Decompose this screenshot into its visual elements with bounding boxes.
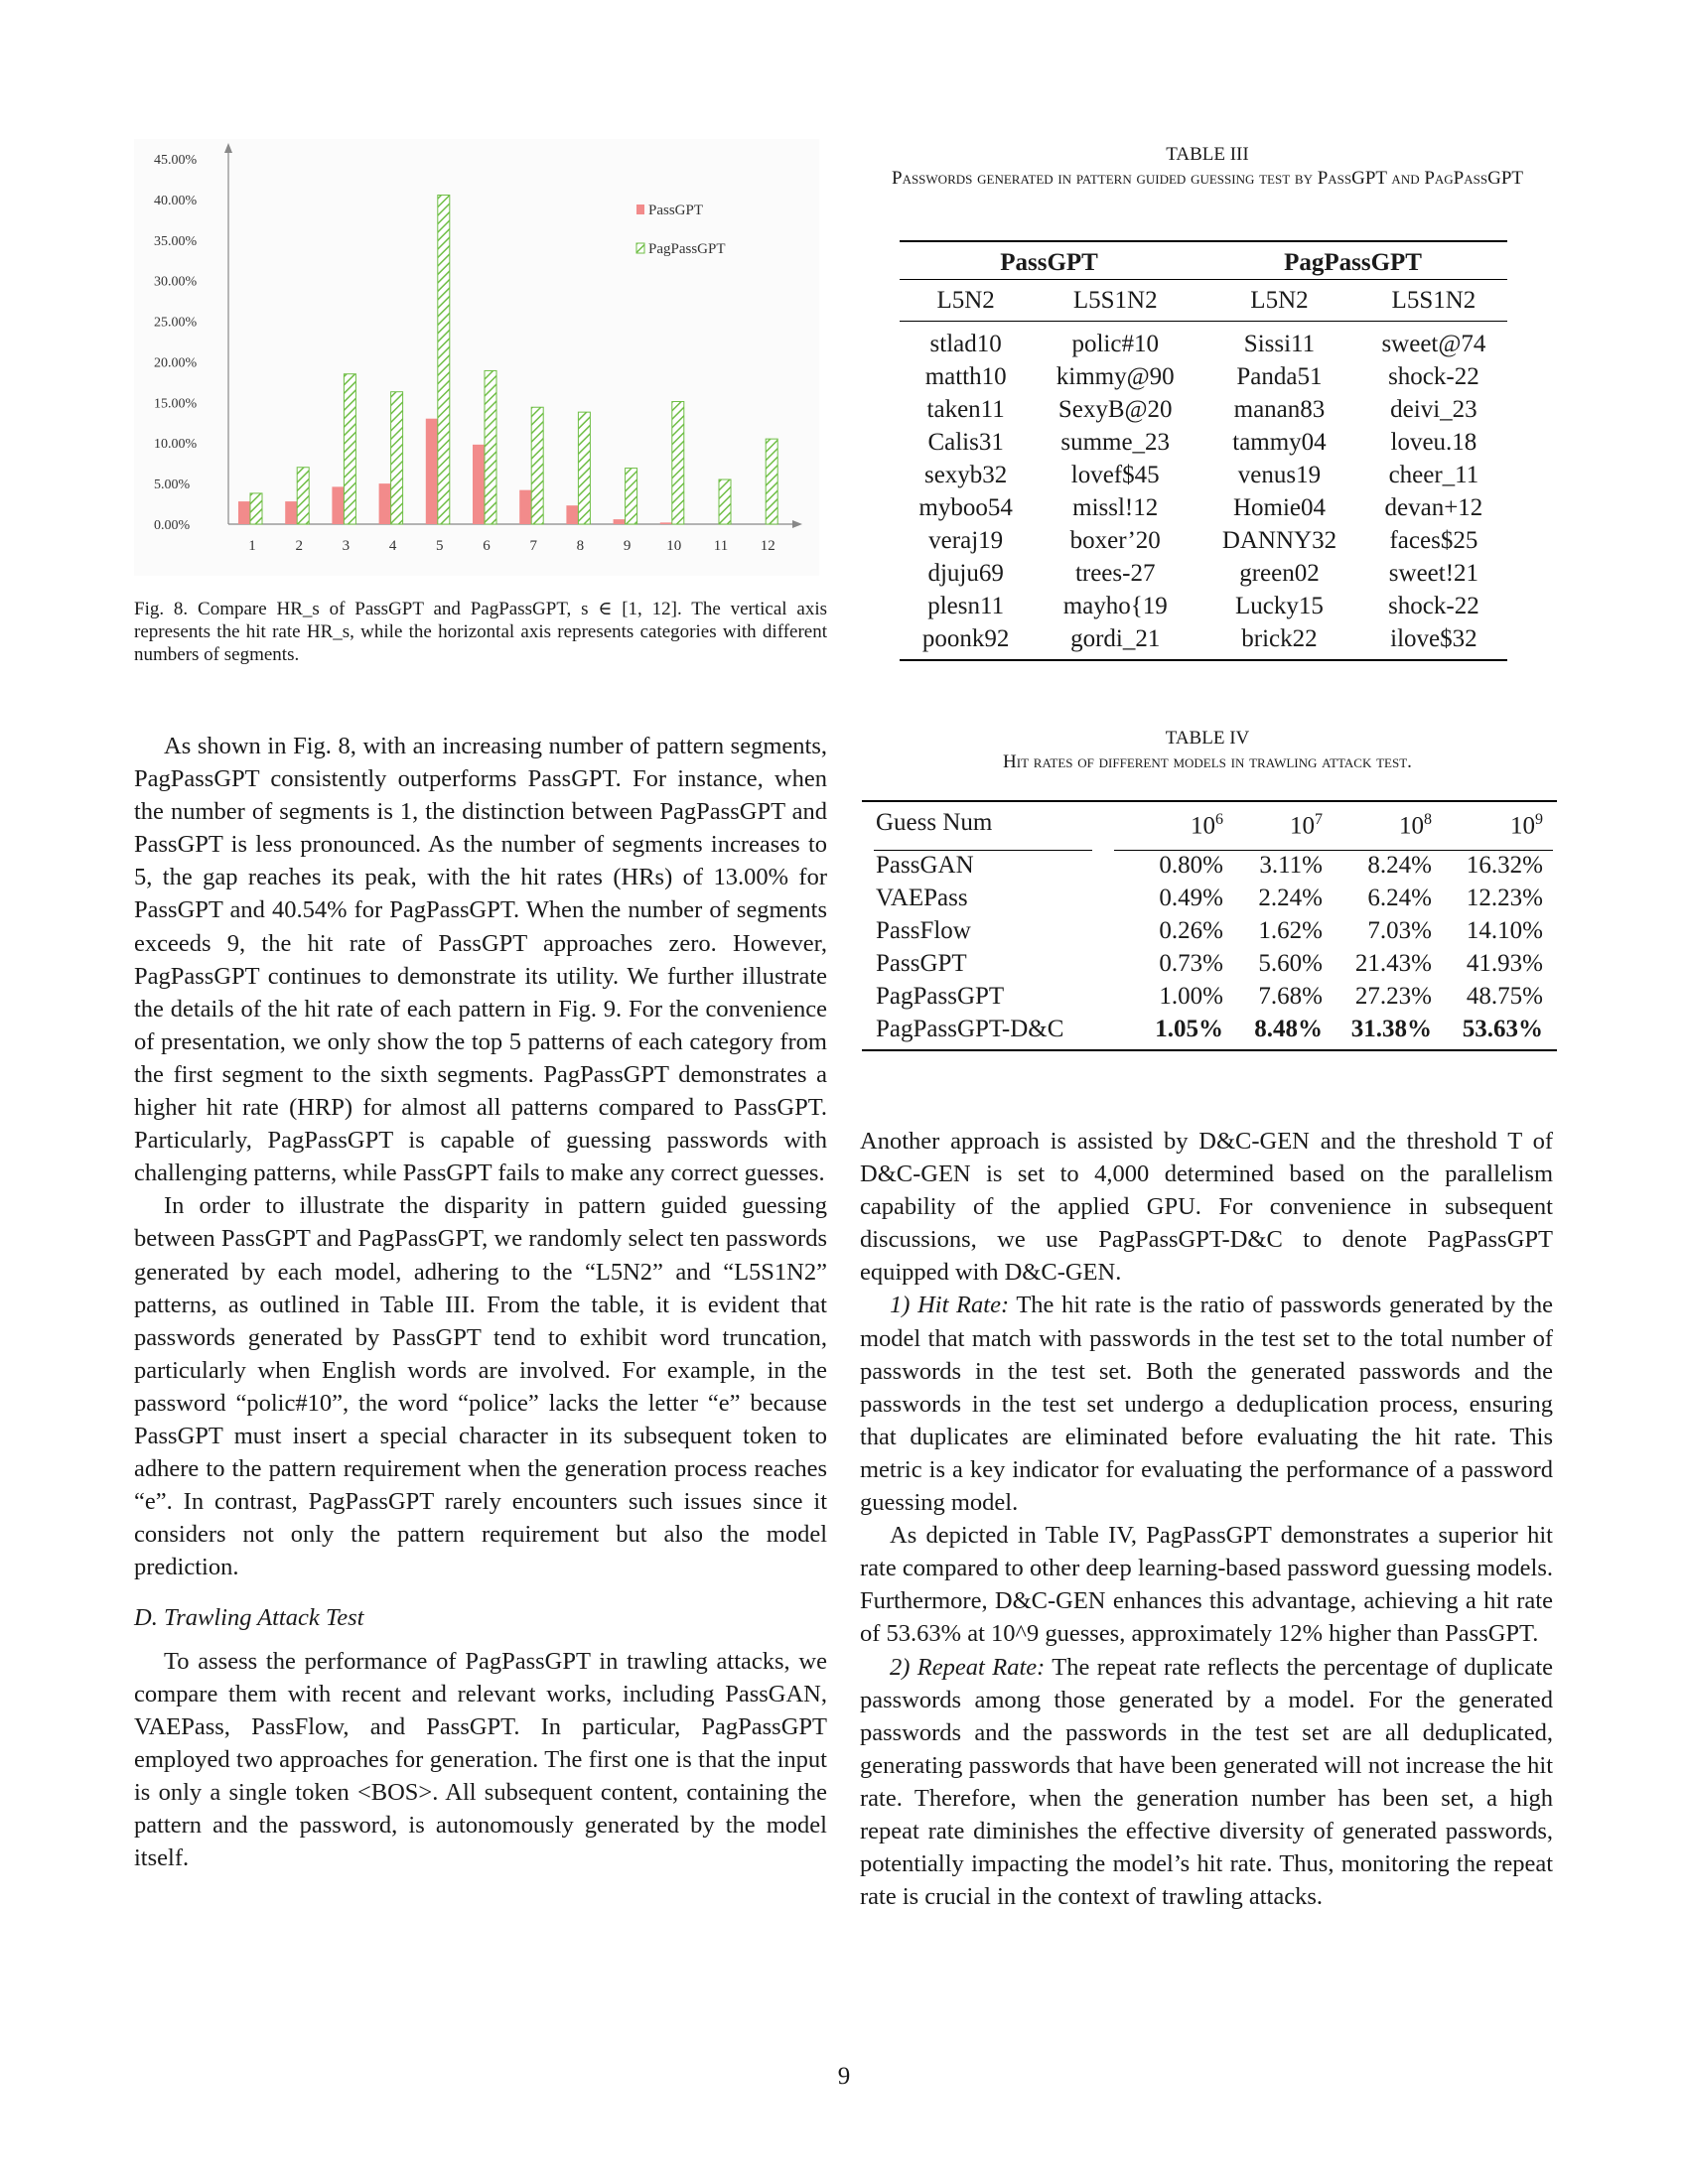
x-tick-label: 9 (623, 538, 632, 554)
table3-group-passgpt: PassGPT (900, 241, 1198, 280)
table3-cell: Calis31 (927, 429, 1004, 456)
table3-row (900, 322, 1507, 361)
section-heading-trawling: D. Trawling Attack Test (134, 1604, 364, 1632)
y-tick-label: 20.00% (154, 355, 198, 371)
table3-cell: Panda51 (1236, 363, 1323, 390)
table4-value: 5.60% (1258, 950, 1323, 977)
table4-value: 0.26% (1159, 917, 1223, 944)
y-tick-label: 5.00% (154, 478, 191, 493)
table3-cell: tammy04 (1232, 429, 1327, 456)
table3-cell: poonk92 (921, 625, 1010, 652)
right-column-text (860, 1125, 1553, 1913)
bar-chart-svg (134, 139, 819, 576)
bar-pagpassgpt (531, 407, 543, 524)
bar-pagpassgpt (578, 412, 590, 524)
table4-model-name: PassFlow (876, 917, 971, 944)
y-tick-label: 25.00% (154, 315, 198, 331)
bar-pagpassgpt (297, 468, 309, 524)
table4-value: 6.24% (1367, 885, 1432, 911)
table4-model-name: VAEPass (876, 885, 968, 911)
table4 (862, 800, 1557, 1051)
paragraph-table4-discussion: As depicted in Table IV, PagPassGPT demonstrates a superior hit rate compared to other deep learning-based password guessing models. Furthermore, D&C-GEN enhances this advantage, achieving a hit rate of 53.63% at 10^9 guesses, approximately 12% higher than PassGPT. (860, 1522, 1553, 1648)
bar-pagpassgpt (719, 479, 731, 524)
x-tick-label: 5 (436, 538, 444, 554)
x-tick-label: 6 (483, 538, 491, 554)
table3-row (900, 524, 1507, 557)
y-tick-label: 0.00% (154, 518, 191, 533)
table3-cell: brick22 (1241, 625, 1318, 652)
table4-value: 7.03% (1367, 917, 1432, 944)
y-tick-label: 35.00% (154, 233, 198, 249)
bar-pagpassgpt (391, 392, 403, 524)
table3-col-header: L5S1N2 (1072, 287, 1158, 314)
table3-cell: faces$25 (1389, 527, 1478, 554)
table4-row (862, 947, 1557, 980)
x-tick-label: 4 (388, 538, 397, 554)
bar-passgpt (614, 519, 626, 524)
bar-passgpt (426, 419, 438, 524)
table4-header-1e9: $10^9$ (1510, 810, 1543, 840)
table3-cell: stlad10 (929, 331, 1002, 357)
bar-pagpassgpt (250, 493, 262, 524)
table4-caption (860, 727, 1555, 774)
table4-value: 1.05% (1155, 1016, 1223, 1042)
table3-cell: lovef$45 (1070, 462, 1160, 488)
table3-cell: gordi_21 (1070, 625, 1161, 652)
y-tick-label: 30.00% (154, 274, 198, 290)
bar-pagpassgpt (626, 469, 637, 524)
table4-value: 53.63% (1462, 1016, 1543, 1042)
table4-header-guess-num: Guess Num (876, 809, 993, 836)
table3-cell: venus19 (1237, 462, 1322, 488)
table3-cell: polic#10 (1071, 331, 1159, 357)
table3-row (900, 491, 1507, 524)
table3-col-header: L5N2 (1250, 287, 1309, 314)
legend-label-pagpassgpt: PagPassGPT (648, 241, 726, 257)
table3-col-header: L5N2 (936, 287, 995, 314)
paragraph-dc-gen: Another approach is assisted by D&C-GEN and the threshold T of D&C-GEN is set to 4,000 determined based on the parallelism capability of the applied GPU. For convenience in subsequent discussions, we use PagPassGPT-D&C to denote PagPassGPT equipped with D&C-GEN. (860, 1128, 1553, 1287)
table3-cell: cheer_11 (1388, 462, 1479, 488)
table3-cell: green02 (1239, 560, 1320, 587)
paragraph-repeat-rate: 2) Repeat Rate: The repeat rate reflects the percentage of duplicate passwords among those generated by a model. For the generated passwords and the passwords in the test set are all deduplicated, generating passwords that have been generated will not increase the hit rate. Therefore, when the generation number has been set, a high repeat rate diminishes the effective diversity of generated passwords, potentially impacting the model’s hit rate. Thus, monitoring the repeat rate is crucial in the context of trawling attacks. (860, 1653, 1554, 1911)
y-tick-label: 40.00% (154, 193, 198, 208)
page-number: 9 (837, 2063, 851, 2090)
table3-row (900, 393, 1507, 426)
table4-value: 21.43% (1354, 950, 1432, 977)
table3-cell: Sissi11 (1243, 331, 1316, 357)
table4-value: 3.11% (1259, 852, 1323, 879)
table4-header-1e7: $10^7$ (1290, 810, 1323, 840)
table3-cell: SexyB@20 (1057, 396, 1173, 423)
table3-row (900, 459, 1507, 491)
table3-cell: devan+12 (1384, 494, 1483, 521)
table3-col-header: L5S1N2 (1391, 287, 1477, 314)
table4-value: 48.75% (1466, 983, 1543, 1010)
bar-pagpassgpt (438, 195, 450, 524)
bar-passgpt (660, 522, 672, 524)
y-tick-label: 15.00% (154, 396, 198, 412)
paragraph-hit-rate: 1) Hit Rate: The hit rate is the ratio of passwords generated by the model that match with passwords in the test set to the total number of passwords in the test set. Both the generated passwords and the passwords in the test set undergo a deduplication process, ensuring that duplicates are eliminated before evaluating the hit rate. This metric is a key indicator for evaluating the performance of a password guessing model. (860, 1292, 1553, 1517)
table4-value: 27.23% (1354, 983, 1432, 1010)
x-tick-label: 7 (529, 538, 537, 554)
legend-swatch-pagpassgpt (636, 243, 644, 253)
table3-row (900, 622, 1507, 660)
table4-title: Hit rates of different models in trawling attack test. (1003, 751, 1412, 772)
bar-passgpt (473, 445, 485, 524)
paragraph-trawling-intro: To assess the performance of PagPassGPT in trawling attacks, we compare them with recent and relevant works, including PassGAN, VAEPass, PassFlow, and PassGPT. In particular, PagPassGPT employed two approaches for generation. The first one is that the input is only a single token <BOS>. All subsequent content, containing the pattern and the password, is autonomously generated by the model itself. (134, 1647, 827, 1872)
table3 (900, 240, 1507, 661)
table3-cell: missl!12 (1072, 494, 1159, 521)
table4-header-rule-left (874, 850, 1092, 851)
bar-pagpassgpt (344, 374, 355, 524)
table3-cell: mayho{19 (1062, 593, 1168, 619)
table4-row (862, 914, 1557, 947)
table3-cell: veraj19 (928, 527, 1004, 554)
table4-header-1e8: $10^8$ (1399, 810, 1432, 840)
x-tick-label: 2 (295, 538, 303, 554)
left-column-text (134, 730, 827, 1874)
bar-passgpt (379, 483, 391, 524)
table4-row (862, 1013, 1557, 1050)
legend-swatch-passgpt (636, 205, 644, 214)
table4-value: 14.10% (1466, 917, 1543, 944)
legend-label-passgpt: PassGPT (648, 203, 704, 218)
table3-cell: djuju69 (927, 560, 1004, 587)
table4-value: 0.80% (1159, 852, 1223, 879)
table4-model-name: PagPassGPT (876, 983, 1005, 1010)
table4-model-name: PagPassGPT-D&C (876, 1016, 1064, 1042)
table3-caption (860, 143, 1555, 191)
table3-cell: taken11 (926, 396, 1005, 423)
x-tick-label: 8 (576, 538, 585, 554)
x-tick-label: 10 (666, 538, 682, 554)
table4-value: 8.24% (1367, 852, 1432, 879)
bar-passgpt (566, 505, 578, 524)
paragraph-fig8-discussion: As shown in Fig. 8, with an increasing number of pattern segments, PagPassGPT consistently outperforms PassGPT. For instance, when the number of segments is 1, the distinction between PagPassGPT and PassGPT is less pronounced. As the number of segments increases to 5, the gap reaches its peak, with the hit rates (HRs) of 13.00% for PassGPT and 40.54% for PagPassGPT. When the number of segments exceeds 9, the hit rate of PassGPT approaches zero. However, PagPassGPT continues to demonstrate its utility. We further illustrate the details of the hit rate of each pattern in Fig. 9. For the convenience of presentation, we only show the top 5 patterns of each category from the first segment to the sixth segments. PagPassGPT demonstrates a higher hit rate (HRP) for almost all patterns compared to PassGPT. Particularly, PagPassGPT is capable of guessing passwords with challenging patterns, while PassGPT fails to make any correct guesses. (134, 733, 827, 1187)
bar-passgpt (285, 501, 297, 524)
table4-label: TABLE IV (1165, 728, 1250, 749)
table4-value: 41.93% (1466, 950, 1543, 977)
table3-cell: Homie04 (1232, 494, 1326, 521)
table3-cell: plesn11 (927, 593, 1005, 619)
table4-row (862, 882, 1557, 914)
table3-cell: matth10 (924, 363, 1007, 390)
table3-row (900, 426, 1507, 459)
y-tick-label: 10.00% (154, 437, 198, 453)
table3-cell: boxer’20 (1069, 527, 1161, 554)
table3-cell: sweet@74 (1381, 331, 1486, 357)
x-tick-label: 1 (248, 538, 256, 554)
table4-value: 7.68% (1258, 983, 1323, 1010)
x-axis-arrow (792, 520, 802, 528)
table4-value: 2.24% (1258, 885, 1323, 911)
table3-row (900, 360, 1507, 393)
table3-cell: sexyb32 (923, 462, 1008, 488)
table3-row (900, 557, 1507, 590)
bar-passgpt (332, 486, 344, 524)
table3-cell: Lucky15 (1235, 593, 1324, 619)
table3-cell: deivi_23 (1390, 396, 1477, 423)
figure-8-caption: Fig. 8. Compare HR_s of PassGPT and PagPassGPT, s ∈ [1, 12]. The vertical axis represents the hit rate HR_s, while the horizontal axis represents categories with different numbers of segments. (134, 599, 827, 665)
table3-row (900, 590, 1507, 622)
table4-row (862, 843, 1557, 882)
table4-value: 31.38% (1350, 1016, 1432, 1042)
bar-pagpassgpt (485, 370, 496, 524)
table3-cell: loveu.18 (1390, 429, 1477, 456)
bar-pagpassgpt (672, 402, 684, 524)
figure-8-chart (134, 139, 819, 576)
table4-value: 12.23% (1466, 885, 1543, 911)
table4-value: 0.49% (1159, 885, 1223, 911)
table4-model-name: PassGAN (876, 852, 974, 879)
bar-passgpt (519, 490, 531, 524)
bar-passgpt (238, 501, 250, 524)
table4-row (862, 980, 1557, 1013)
x-tick-label: 11 (713, 538, 729, 554)
table3-cell: shock-22 (1388, 363, 1479, 390)
table3-cell: manan83 (1233, 396, 1326, 423)
table3-label: TABLE III (1166, 144, 1249, 165)
paragraph-table3-discussion: In order to illustrate the disparity in pattern guided guessing between PassGPT and PagPassGPT, we randomly select ten passwords generated by each model, adhering to the “L5N2” and “L5S1N2” patterns, as outlined in Table III. From the table, it is evident that passwords generated by PassGPT tend to exhibit word truncation, particularly when English words are involved. For example, in the password “polic#10”, the word “police” lacks the letter “e” because PassGPT must insert a special character in its subsequent token to adhere to the pattern requirement when the generation process reaches “e”. In contrast, PagPassGPT rarely encounters such issues since it considers not only the pattern requirement but also the model prediction. (134, 1192, 827, 1581)
table4-value: 8.48% (1254, 1016, 1323, 1042)
table3-title: Passwords generated in pattern guided guessing test by PassGPT and PagPassGPT (892, 168, 1523, 189)
table3-group-pagpassgpt: PagPassGPT (1198, 241, 1507, 280)
x-tick-label: 12 (760, 538, 775, 554)
table4-value: 1.00% (1159, 983, 1223, 1010)
bar-pagpassgpt (766, 439, 777, 524)
table3-cell: summe_23 (1060, 429, 1171, 456)
table4-header-1e6: $10^6$ (1191, 810, 1223, 840)
y-axis-arrow (224, 143, 232, 153)
table4-model-name: PassGPT (876, 950, 967, 977)
table3-cell: ilove$32 (1390, 625, 1477, 652)
table3-cell: kimmy@90 (1055, 363, 1175, 390)
table4-header-rule-right (1114, 850, 1553, 851)
x-tick-label: 3 (342, 538, 351, 554)
y-tick-label: 45.00% (154, 153, 198, 168)
table3-cell: shock-22 (1388, 593, 1479, 619)
table4-value: 0.73% (1159, 950, 1223, 977)
subsection-repeat-rate: 2) Repeat Rate: (890, 1653, 1046, 1681)
table4-value: 1.62% (1258, 917, 1323, 944)
table4-value: 16.32% (1466, 852, 1543, 879)
table3-cell: trees-27 (1074, 560, 1156, 587)
table3-cell: DANNY32 (1221, 527, 1337, 554)
table3-cell: myboo54 (918, 494, 1013, 521)
table3-cell: sweet!21 (1388, 560, 1479, 587)
subsection-hit-rate: 1) Hit Rate: (890, 1292, 1010, 1319)
